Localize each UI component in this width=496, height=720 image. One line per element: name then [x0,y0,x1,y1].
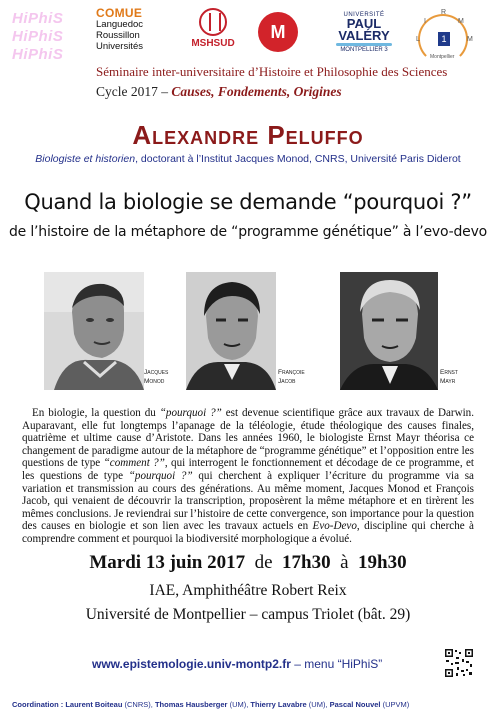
speaker-affiliation [0,153,496,165]
event-day: Mardi 13 juin 2017 [89,552,246,573]
comue-logo-line: Languedoc [96,19,144,30]
portrait-jacob [186,272,276,390]
event-university: Université de Montpellier [85,606,246,623]
pv-logo-bar [336,43,392,46]
coordinator-last: Hausberger [185,700,228,709]
coordinator-first: Pascal [329,700,356,709]
coordinator-last: Lavabre [277,700,307,709]
comue-logo-line: Universités [96,41,143,52]
mshsud-emblem-icon [199,8,227,36]
comue-logo [96,8,166,52]
website-line [92,657,382,671]
hiphis-logo-line: HiPhiS [12,10,64,27]
event-venue: IAE, Amphithéâtre Robert Reix [149,582,347,599]
event-campus: – campus Triolet (bât. 29) [245,606,411,623]
caption-first: Jacques [144,369,169,376]
mshsud-logo [190,8,236,49]
coordinator-org: (UM) [306,700,326,709]
abstract-text: est devenue scientifique grâce aux travaux de Darwin. Auparavant, elle fut longtemps l’apanage de la téléologie, étude théologique des causes finales, quatrième et ultime cause d’Aristote. Dans les années 1960, le biologiste Ernst Mayr théorisa ce changement de paradigme autour de la métaphore de “programme génétique” et l’opposition entre les questions de type [22,407,474,470]
coordination-line: Coordination : Laurent Boiteau (CNRS), Thomas Hausberger (UM), Thierry Lavabre (UM), Pascal Nouvel (UPVM) [12,700,410,709]
abstract-emphasis: “comment ?” [103,457,165,470]
paul-valery-logo [330,12,398,53]
abstract-text: , qui interrogent le fonctionnement et décodage de ce programme, et les questions de type [22,457,474,482]
talk-subtitle: de l’histoire de la métaphore de “programme génétique” à l’evo-devo [8,224,488,240]
pv-logo-bottom: MONTPELLIER 3 [340,47,388,53]
coordinator [155,700,246,709]
event-end: 19h30 [358,552,407,573]
abstract-text: qui cherchent à expliquer l’écriture du programme via sa variation et transmission au cours des générations. Au même moment, Jacques Monod et François Jacob, qui venaient de découvrir la transcription, proposèrent la même métaphore et en tirèrent les mêmes conclusions. Je reviendrai sur l’histoire de cette convergence, son importance pour la question des causes en biologie et son lien avec les travaux actuels en [22,469,474,533]
coordinator-org: (UPVM) [380,700,410,709]
speaker-role: Biologiste et historien [35,153,136,165]
coordinator [330,700,410,709]
lirmm-letter: M [467,36,473,43]
caption-monod [144,368,168,386]
event-de: de [254,552,273,573]
caption-last: Monod [144,378,165,385]
cycle-line [96,84,488,100]
um-logo: M [258,12,298,52]
coordinator [250,700,325,709]
speaker-institution: , doctorant à l’Institut Jacques Monod, CNRS, Université Paris Diderot [135,153,461,165]
lirmm-letter: R [441,9,447,16]
lirmm-number: 1 [438,32,450,46]
portrait-mayr [340,272,438,390]
seminar-title: Séminaire inter-universitaire d’Histoire et Philosophie des Sciences [96,64,448,79]
pv-logo-name1: PAUL [346,16,382,31]
coordinator-org: (CNRS) [122,700,151,709]
lirmm-letter: M [458,18,464,25]
pv-logo-top: UNIVERSITÉ [343,12,385,18]
caption-first: Ernst [440,369,458,376]
event-date [0,552,496,574]
event-start: 17h30 [282,552,331,573]
hiphis-logo-line: HiPhiS [12,28,64,45]
website-menu: – menu “HiPhiS” [290,657,383,671]
abstract-text: , discipline qui cherche à comprendre comment et pourquoi la biodiversité morphologique a évolué. [22,520,474,545]
talk-title: Quand la biologie se demande “pourquoi ?” [24,190,472,214]
coordination-label: Coordination : [12,700,66,709]
abstract-emphasis: Evo-Devo [312,520,357,533]
coordinator-org: (UM) [227,700,247,709]
qr-code-icon [444,648,474,678]
hiphis-logo-line: HiPhiS [12,46,64,63]
coordinator-first: Thierry [250,700,278,709]
cycle-prefix: Cycle 2017 – [96,84,172,99]
abstract-emphasis: “pourquoi ?” [128,469,193,482]
coordinator-first: Laurent [65,700,95,709]
caption-last: Mayr [440,378,456,385]
pv-logo-name2: VALÉRY [338,28,390,43]
hiphis-logo [12,10,84,64]
comue-logo-line: Roussillon [96,30,140,41]
caption-last: Jacob [278,378,296,385]
coordinator-first: Thomas [154,700,186,709]
event-location [0,606,496,624]
abstract-emphasis: “pourquoi ?” [159,407,222,419]
caption-jacob [278,368,305,386]
caption-first: Françoie [278,369,305,376]
abstract-paragraph [22,407,474,546]
portrait-monod [44,272,144,390]
mshsud-logo-text: MSHSUD [191,38,235,49]
lirmm-city: Montpellier [430,54,455,60]
coordinator-last: Boiteau [94,700,123,709]
speaker-name: Alexandre Peluffo [132,120,364,150]
coordinator-last: Nouvel [355,700,381,709]
comue-logo-title: COMUE [96,6,143,20]
cycle-theme: Causes, Fondements, Origines [171,84,342,99]
caption-mayr [440,368,458,386]
abstract-text: En biologie, la question du [32,407,160,419]
lirmm-logo [410,6,484,66]
website-link[interactable]: www.epistemologie.univ-montp2.fr [92,657,291,671]
lirmm-letter: I [424,18,426,25]
event-a: à [340,552,349,573]
coordinator [65,700,150,709]
lirmm-letter: L [416,36,420,43]
